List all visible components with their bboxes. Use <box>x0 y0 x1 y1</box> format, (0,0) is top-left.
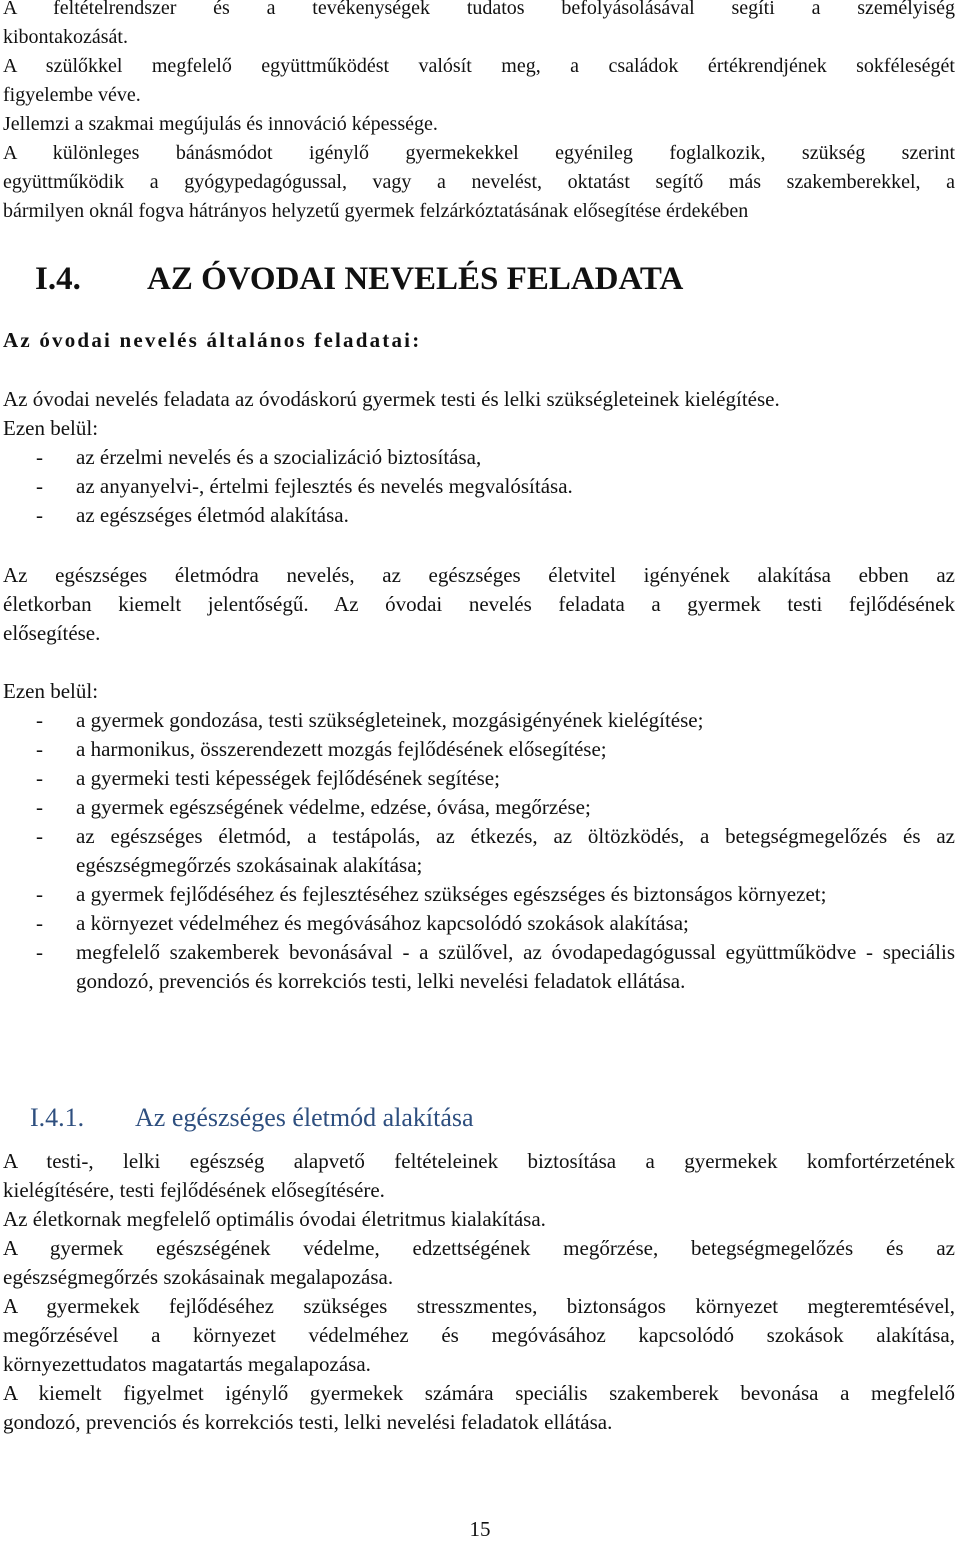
text-line: A kiemelt figyelmet igénylő gyermekek számára speciális szakemberek bevonása a megfelelő <box>3 1381 955 1405</box>
section-number: I.4. <box>35 261 81 297</box>
intro-text <box>3 0 955 226</box>
text-line: A különleges bánásmódot igénylő gyermekekkel egyénileg foglalkozik, szükség szerint <box>3 142 955 164</box>
within-label: Ezen belül: <box>3 416 99 440</box>
list-item: - az egészséges életmód, a testápolás, az étkezés, az öltözködés, a betegségmegelőzés és az egészségmegőrzés szokásainak alakítása; <box>36 824 955 877</box>
text-line: kielégítésére, testi fejlődésének elősegítésére. <box>3 1178 385 1202</box>
text-line: A szülőkkel megfelelő együttműködést valósít meg, a családok értékrendjének sokféleségét <box>3 55 955 77</box>
text-line: életkorban kiemelt jelentőségű. Az óvodai nevelés feladata a gyermek testi fejlődésének <box>3 592 955 616</box>
section-title: AZ ÓVODAI NEVELÉS FELADATA <box>147 261 684 297</box>
subsection-heading <box>30 1101 474 1135</box>
subheading: Az óvodai nevelés általános feladatai: <box>3 328 422 352</box>
within-section <box>3 677 955 996</box>
list-item: - az anyanyelvi-, értelmi fejlesztés és nevelés megvalósítása. <box>36 474 573 498</box>
text-line: környezettudatos magatartás megalapozása. <box>3 1352 371 1376</box>
general-paragraph: Az óvodai nevelés feladata az óvodáskorú gyermek testi és lelki szükségleteinek kielégítése. <box>3 387 780 411</box>
text-line: elősegítése. <box>3 621 101 645</box>
text-line: A testi-, lelki egészség alapvető feltételeinek biztosítása a gyermekek komfortérzetének <box>3 1149 955 1173</box>
list-item: - megfelelő szakemberek bevonásával - a szülővel, az óvodapedagógussal együttműködve - speciális gondozó, prevenciós és korrekciós testi, lelki nevelési feladatok ellátása. <box>36 940 955 993</box>
text-line: figyelembe véve. <box>3 84 141 106</box>
section-heading <box>35 260 683 298</box>
list-item: - a harmonikus, összerendezett mozgás fejlődésének elősegítése; <box>36 737 607 761</box>
text-line: egészségmegőrzés szokásainak megalapozása. <box>3 1265 394 1289</box>
list-item: - a gyermeki testi képességek fejlődésének segítése; <box>36 766 500 790</box>
text-line: Az életkornak megfelelő optimális óvodai életritmus kialakítása. <box>3 1207 546 1231</box>
list-item: - a környezet védelméhez és megóvásához kapcsolódó szokások alakítása; <box>36 911 689 935</box>
health-paragraph <box>3 561 955 648</box>
general-tasks <box>3 385 955 530</box>
text-line: együttműködik a gyógypedagógussal, vagy a nevelést, oktatást segítő más szakemberekkel, a <box>3 171 955 193</box>
text-line: gondozó, prevenciós és korrekciós testi, lelki nevelési feladatok ellátása. <box>3 1410 613 1434</box>
text-line: A gyermekek fejlődéséhez szükséges stresszmentes, biztonságos környezet megteremtésével, <box>3 1294 955 1318</box>
text-line: A gyermek egészségének védelme, edzettségének megőrzése, betegségmegelőzés és az <box>3 1236 955 1260</box>
list-item: - az érzelmi nevelés és a szocializáció biztosítása, <box>36 445 482 469</box>
text-line: bármilyen oknál fogva hátrányos helyzetű gyermek felzárkóztatásának elősegítése érdekében <box>3 200 749 222</box>
list-item: - a gyermek fejlődéséhez és fejlesztéséhez szükséges egészséges és biztonságos környezet; <box>36 882 827 906</box>
text-line: kibontakozását. <box>3 26 128 48</box>
within-label: Ezen belül: <box>3 679 99 703</box>
text-line: megőrzésével a környezet védelméhez és megóvásához kapcsolódó szokások alakítása, <box>3 1323 955 1347</box>
page-number: 15 <box>469 1517 491 1541</box>
text-line: Az egészséges életmódra nevelés, az egészséges életvitel igényének alakítása ebben az <box>3 563 955 587</box>
text-line: Jellemzi a szakmai megújulás és innováció képessége. <box>3 113 438 135</box>
list-item: - a gyermek gondozása, testi szükségleteinek, mozgásigényének kielégítése; <box>36 708 704 732</box>
lifestyle-text <box>3 1147 955 1437</box>
within-list <box>3 706 955 996</box>
subsection-number: I.4.1. <box>30 1103 85 1132</box>
list-item: - az egészséges életmód alakítása. <box>36 503 349 527</box>
general-list <box>3 443 955 530</box>
subsection-title: Az egészséges életmód alakítása <box>135 1103 474 1132</box>
list-item: - a gyermek egészségének védelme, edzése, óvása, megőrzése; <box>36 795 591 819</box>
text-line: A feltételrendszer és a tevékenységek tudatos befolyásolásával segíti a személyiség <box>3 0 955 19</box>
